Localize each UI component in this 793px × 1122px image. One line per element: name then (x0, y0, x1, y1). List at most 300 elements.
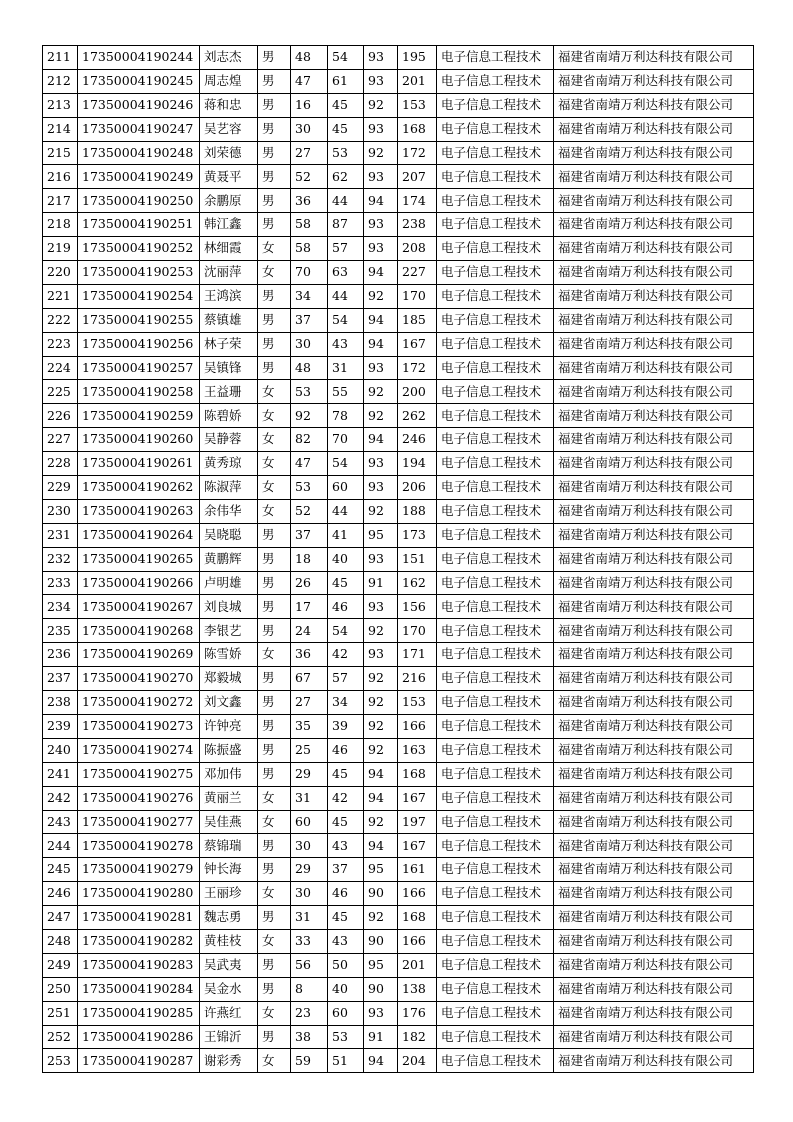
table-row (43, 213, 754, 237)
score-1-cell: 27 (291, 691, 328, 715)
score-1-cell: 38 (291, 1025, 328, 1049)
score-2-cell: 50 (328, 953, 364, 977)
student-id-cell: 17350004190281 (78, 906, 200, 930)
score-1-cell: 36 (291, 643, 328, 667)
score-2-cell: 57 (328, 237, 364, 261)
total-score-cell: 171 (398, 643, 437, 667)
score-table (42, 45, 754, 1073)
score-1-cell: 56 (291, 953, 328, 977)
table-row (43, 356, 754, 380)
score-3-cell: 92 (364, 380, 398, 404)
table-row (43, 1001, 754, 1025)
major-cell: 电子信息工程技术 (437, 332, 554, 356)
student-id-cell: 17350004190244 (78, 46, 200, 70)
score-1-cell: 58 (291, 213, 328, 237)
total-score-cell: 194 (398, 452, 437, 476)
score-3-cell: 90 (364, 882, 398, 906)
score-3-cell: 93 (364, 356, 398, 380)
name-cell: 沈丽萍 (200, 261, 258, 285)
company-cell: 福建省南靖万利达科技有限公司 (554, 356, 754, 380)
company-cell: 福建省南靖万利达科技有限公司 (554, 882, 754, 906)
row-number-cell: 236 (43, 643, 78, 667)
total-score-cell: 167 (398, 786, 437, 810)
score-2-cell: 55 (328, 380, 364, 404)
row-number-cell: 238 (43, 691, 78, 715)
table-row (43, 977, 754, 1001)
name-cell: 魏志勇 (200, 906, 258, 930)
score-1-cell: 48 (291, 46, 328, 70)
student-id-cell: 17350004190272 (78, 691, 200, 715)
total-score-cell: 188 (398, 499, 437, 523)
total-score-cell: 166 (398, 929, 437, 953)
major-cell: 电子信息工程技术 (437, 619, 554, 643)
score-1-cell: 31 (291, 786, 328, 810)
major-cell: 电子信息工程技术 (437, 213, 554, 237)
major-cell: 电子信息工程技术 (437, 977, 554, 1001)
name-cell: 林细霞 (200, 237, 258, 261)
company-cell: 福建省南靖万利达科技有限公司 (554, 332, 754, 356)
total-score-cell: 166 (398, 714, 437, 738)
name-cell: 吴金水 (200, 977, 258, 1001)
total-score-cell: 173 (398, 523, 437, 547)
score-3-cell: 90 (364, 977, 398, 1001)
score-3-cell: 93 (364, 643, 398, 667)
company-cell: 福建省南靖万利达科技有限公司 (554, 643, 754, 667)
row-number-cell: 237 (43, 667, 78, 691)
total-score-cell: 246 (398, 428, 437, 452)
gender-cell: 男 (258, 69, 291, 93)
name-cell: 刘荣德 (200, 141, 258, 165)
student-id-cell: 17350004190262 (78, 476, 200, 500)
total-score-cell: 201 (398, 69, 437, 93)
major-cell: 电子信息工程技术 (437, 1001, 554, 1025)
score-2-cell: 60 (328, 476, 364, 500)
row-number-cell: 233 (43, 571, 78, 595)
company-cell: 福建省南靖万利达科技有限公司 (554, 452, 754, 476)
company-cell: 福建省南靖万利达科技有限公司 (554, 213, 754, 237)
score-3-cell: 94 (364, 762, 398, 786)
name-cell: 黄丽兰 (200, 786, 258, 810)
major-cell: 电子信息工程技术 (437, 46, 554, 70)
row-number-cell: 252 (43, 1025, 78, 1049)
gender-cell: 男 (258, 571, 291, 595)
gender-cell: 男 (258, 332, 291, 356)
row-number-cell: 251 (43, 1001, 78, 1025)
table-row (43, 619, 754, 643)
score-2-cell: 45 (328, 810, 364, 834)
gender-cell: 男 (258, 308, 291, 332)
score-3-cell: 93 (364, 69, 398, 93)
company-cell: 福建省南靖万利达科技有限公司 (554, 476, 754, 500)
total-score-cell: 206 (398, 476, 437, 500)
name-cell: 吴武夷 (200, 953, 258, 977)
row-number-cell: 228 (43, 452, 78, 476)
major-cell: 电子信息工程技术 (437, 1025, 554, 1049)
student-id-cell: 17350004190250 (78, 189, 200, 213)
score-2-cell: 40 (328, 547, 364, 571)
student-id-cell: 17350004190267 (78, 595, 200, 619)
score-2-cell: 45 (328, 906, 364, 930)
score-2-cell: 45 (328, 117, 364, 141)
table-row (43, 523, 754, 547)
row-number-cell: 223 (43, 332, 78, 356)
total-score-cell: 172 (398, 141, 437, 165)
company-cell: 福建省南靖万利达科技有限公司 (554, 523, 754, 547)
score-1-cell: 27 (291, 141, 328, 165)
student-id-cell: 17350004190247 (78, 117, 200, 141)
major-cell: 电子信息工程技术 (437, 762, 554, 786)
total-score-cell: 168 (398, 117, 437, 141)
score-3-cell: 93 (364, 547, 398, 571)
score-2-cell: 78 (328, 404, 364, 428)
company-cell: 福建省南靖万利达科技有限公司 (554, 714, 754, 738)
major-cell: 电子信息工程技术 (437, 93, 554, 117)
gender-cell: 男 (258, 141, 291, 165)
company-cell: 福建省南靖万利达科技有限公司 (554, 237, 754, 261)
row-number-cell: 222 (43, 308, 78, 332)
score-2-cell: 57 (328, 667, 364, 691)
table-row (43, 261, 754, 285)
total-score-cell: 156 (398, 595, 437, 619)
score-1-cell: 48 (291, 356, 328, 380)
score-2-cell: 46 (328, 595, 364, 619)
score-3-cell: 95 (364, 858, 398, 882)
student-id-cell: 17350004190287 (78, 1049, 200, 1073)
company-cell: 福建省南靖万利达科技有限公司 (554, 1049, 754, 1073)
name-cell: 黄秀琼 (200, 452, 258, 476)
major-cell: 电子信息工程技术 (437, 738, 554, 762)
gender-cell: 女 (258, 1049, 291, 1073)
table-row (43, 547, 754, 571)
row-number-cell: 230 (43, 499, 78, 523)
score-3-cell: 94 (364, 261, 398, 285)
score-3-cell: 92 (364, 619, 398, 643)
name-cell: 黄鹏辉 (200, 547, 258, 571)
company-cell: 福建省南靖万利达科技有限公司 (554, 667, 754, 691)
total-score-cell: 162 (398, 571, 437, 595)
gender-cell: 男 (258, 619, 291, 643)
gender-cell: 女 (258, 1001, 291, 1025)
company-cell: 福建省南靖万利达科技有限公司 (554, 619, 754, 643)
row-number-cell: 219 (43, 237, 78, 261)
major-cell: 电子信息工程技术 (437, 189, 554, 213)
major-cell: 电子信息工程技术 (437, 523, 554, 547)
table-row (43, 284, 754, 308)
gender-cell: 男 (258, 117, 291, 141)
table-row (43, 738, 754, 762)
name-cell: 黄桂枝 (200, 929, 258, 953)
student-id-cell: 17350004190275 (78, 762, 200, 786)
company-cell: 福建省南靖万利达科技有限公司 (554, 308, 754, 332)
score-1-cell: 58 (291, 237, 328, 261)
table-row (43, 189, 754, 213)
major-cell: 电子信息工程技术 (437, 356, 554, 380)
name-cell: 韩江鑫 (200, 213, 258, 237)
company-cell: 福建省南靖万利达科技有限公司 (554, 810, 754, 834)
score-3-cell: 92 (364, 906, 398, 930)
total-score-cell: 168 (398, 906, 437, 930)
company-cell: 福建省南靖万利达科技有限公司 (554, 834, 754, 858)
name-cell: 许燕红 (200, 1001, 258, 1025)
gender-cell: 男 (258, 93, 291, 117)
gender-cell: 女 (258, 786, 291, 810)
company-cell: 福建省南靖万利达科技有限公司 (554, 499, 754, 523)
score-2-cell: 54 (328, 308, 364, 332)
student-id-cell: 17350004190266 (78, 571, 200, 595)
score-2-cell: 54 (328, 619, 364, 643)
name-cell: 吴镇锋 (200, 356, 258, 380)
table-row (43, 882, 754, 906)
row-number-cell: 216 (43, 165, 78, 189)
row-number-cell: 244 (43, 834, 78, 858)
row-number-cell: 218 (43, 213, 78, 237)
score-2-cell: 46 (328, 882, 364, 906)
score-3-cell: 93 (364, 117, 398, 141)
total-score-cell: 170 (398, 284, 437, 308)
name-cell: 刘文鑫 (200, 691, 258, 715)
name-cell: 蒋和忠 (200, 93, 258, 117)
name-cell: 余鹏原 (200, 189, 258, 213)
score-1-cell: 30 (291, 332, 328, 356)
row-number-cell: 229 (43, 476, 78, 500)
company-cell: 福建省南靖万利达科技有限公司 (554, 428, 754, 452)
score-1-cell: 30 (291, 117, 328, 141)
score-3-cell: 93 (364, 165, 398, 189)
name-cell: 钟长海 (200, 858, 258, 882)
score-2-cell: 43 (328, 929, 364, 953)
row-number-cell: 241 (43, 762, 78, 786)
student-id-cell: 17350004190283 (78, 953, 200, 977)
gender-cell: 男 (258, 738, 291, 762)
company-cell: 福建省南靖万利达科技有限公司 (554, 1025, 754, 1049)
row-number-cell: 239 (43, 714, 78, 738)
major-cell: 电子信息工程技术 (437, 810, 554, 834)
score-1-cell: 37 (291, 308, 328, 332)
gender-cell: 女 (258, 237, 291, 261)
score-1-cell: 52 (291, 499, 328, 523)
score-2-cell: 31 (328, 356, 364, 380)
row-number-cell: 248 (43, 929, 78, 953)
student-id-cell: 17350004190259 (78, 404, 200, 428)
score-1-cell: 47 (291, 452, 328, 476)
score-3-cell: 91 (364, 571, 398, 595)
gender-cell: 男 (258, 356, 291, 380)
score-2-cell: 42 (328, 786, 364, 810)
major-cell: 电子信息工程技术 (437, 571, 554, 595)
score-2-cell: 54 (328, 452, 364, 476)
total-score-cell: 227 (398, 261, 437, 285)
score-3-cell: 90 (364, 929, 398, 953)
gender-cell: 女 (258, 643, 291, 667)
major-cell: 电子信息工程技术 (437, 595, 554, 619)
student-id-cell: 17350004190277 (78, 810, 200, 834)
total-score-cell: 200 (398, 380, 437, 404)
major-cell: 电子信息工程技术 (437, 714, 554, 738)
score-3-cell: 93 (364, 237, 398, 261)
total-score-cell: 176 (398, 1001, 437, 1025)
score-1-cell: 24 (291, 619, 328, 643)
score-2-cell: 60 (328, 1001, 364, 1025)
major-cell: 电子信息工程技术 (437, 882, 554, 906)
name-cell: 陈振盛 (200, 738, 258, 762)
score-1-cell: 67 (291, 667, 328, 691)
major-cell: 电子信息工程技术 (437, 786, 554, 810)
row-number-cell: 212 (43, 69, 78, 93)
total-score-cell: 197 (398, 810, 437, 834)
score-3-cell: 93 (364, 452, 398, 476)
student-id-cell: 17350004190284 (78, 977, 200, 1001)
table-row (43, 165, 754, 189)
row-number-cell: 214 (43, 117, 78, 141)
row-number-cell: 253 (43, 1049, 78, 1073)
student-id-cell: 17350004190254 (78, 284, 200, 308)
score-2-cell: 34 (328, 691, 364, 715)
table-row (43, 380, 754, 404)
gender-cell: 女 (258, 452, 291, 476)
row-number-cell: 242 (43, 786, 78, 810)
total-score-cell: 161 (398, 858, 437, 882)
score-1-cell: 31 (291, 906, 328, 930)
score-1-cell: 16 (291, 93, 328, 117)
student-id-cell: 17350004190279 (78, 858, 200, 882)
table-row (43, 332, 754, 356)
row-number-cell: 217 (43, 189, 78, 213)
company-cell: 福建省南靖万利达科技有限公司 (554, 141, 754, 165)
row-number-cell: 234 (43, 595, 78, 619)
score-3-cell: 94 (364, 189, 398, 213)
score-3-cell: 92 (364, 93, 398, 117)
major-cell: 电子信息工程技术 (437, 237, 554, 261)
company-cell: 福建省南靖万利达科技有限公司 (554, 165, 754, 189)
major-cell: 电子信息工程技术 (437, 380, 554, 404)
table-row (43, 953, 754, 977)
score-1-cell: 47 (291, 69, 328, 93)
table-row (43, 762, 754, 786)
score-2-cell: 39 (328, 714, 364, 738)
company-cell: 福建省南靖万利达科技有限公司 (554, 691, 754, 715)
total-score-cell: 153 (398, 691, 437, 715)
total-score-cell: 174 (398, 189, 437, 213)
row-number-cell: 243 (43, 810, 78, 834)
gender-cell: 男 (258, 906, 291, 930)
name-cell: 李银艺 (200, 619, 258, 643)
gender-cell: 女 (258, 882, 291, 906)
score-1-cell: 35 (291, 714, 328, 738)
gender-cell: 男 (258, 714, 291, 738)
total-score-cell: 172 (398, 356, 437, 380)
gender-cell: 女 (258, 404, 291, 428)
score-1-cell: 59 (291, 1049, 328, 1073)
total-score-cell: 201 (398, 953, 437, 977)
score-2-cell: 53 (328, 1025, 364, 1049)
name-cell: 周志煌 (200, 69, 258, 93)
score-3-cell: 94 (364, 332, 398, 356)
total-score-cell: 204 (398, 1049, 437, 1073)
total-score-cell: 167 (398, 834, 437, 858)
major-cell: 电子信息工程技术 (437, 284, 554, 308)
row-number-cell: 231 (43, 523, 78, 547)
score-3-cell: 92 (364, 141, 398, 165)
major-cell: 电子信息工程技术 (437, 691, 554, 715)
gender-cell: 男 (258, 834, 291, 858)
student-id-cell: 17350004190248 (78, 141, 200, 165)
name-cell: 谢彩秀 (200, 1049, 258, 1073)
gender-cell: 男 (258, 1025, 291, 1049)
score-1-cell: 17 (291, 595, 328, 619)
score-1-cell: 30 (291, 834, 328, 858)
score-1-cell: 60 (291, 810, 328, 834)
gender-cell: 男 (258, 691, 291, 715)
score-3-cell: 94 (364, 428, 398, 452)
name-cell: 吴艺容 (200, 117, 258, 141)
total-score-cell: 166 (398, 882, 437, 906)
score-1-cell: 53 (291, 476, 328, 500)
row-number-cell: 246 (43, 882, 78, 906)
gender-cell: 男 (258, 762, 291, 786)
student-id-cell: 17350004190268 (78, 619, 200, 643)
name-cell: 许钟亮 (200, 714, 258, 738)
name-cell: 蔡镇雄 (200, 308, 258, 332)
company-cell: 福建省南靖万利达科技有限公司 (554, 786, 754, 810)
score-2-cell: 46 (328, 738, 364, 762)
gender-cell: 男 (258, 667, 291, 691)
gender-cell: 男 (258, 523, 291, 547)
score-3-cell: 93 (364, 595, 398, 619)
score-3-cell: 92 (364, 499, 398, 523)
gender-cell: 女 (258, 476, 291, 500)
table-row (43, 1025, 754, 1049)
total-score-cell: 238 (398, 213, 437, 237)
student-id-cell: 17350004190255 (78, 308, 200, 332)
score-1-cell: 53 (291, 380, 328, 404)
name-cell: 刘良城 (200, 595, 258, 619)
company-cell: 福建省南靖万利达科技有限公司 (554, 953, 754, 977)
gender-cell: 男 (258, 977, 291, 1001)
major-cell: 电子信息工程技术 (437, 261, 554, 285)
gender-cell: 男 (258, 284, 291, 308)
student-id-cell: 17350004190263 (78, 499, 200, 523)
company-cell: 福建省南靖万利达科技有限公司 (554, 929, 754, 953)
student-id-cell: 17350004190261 (78, 452, 200, 476)
student-id-cell: 17350004190256 (78, 332, 200, 356)
score-1-cell: 92 (291, 404, 328, 428)
gender-cell: 男 (258, 46, 291, 70)
company-cell: 福建省南靖万利达科技有限公司 (554, 93, 754, 117)
score-2-cell: 51 (328, 1049, 364, 1073)
gender-cell: 女 (258, 810, 291, 834)
student-id-cell: 17350004190251 (78, 213, 200, 237)
score-3-cell: 95 (364, 953, 398, 977)
total-score-cell: 207 (398, 165, 437, 189)
major-cell: 电子信息工程技术 (437, 643, 554, 667)
company-cell: 福建省南靖万利达科技有限公司 (554, 977, 754, 1001)
student-id-cell: 17350004190273 (78, 714, 200, 738)
row-number-cell: 221 (43, 284, 78, 308)
row-number-cell: 235 (43, 619, 78, 643)
major-cell: 电子信息工程技术 (437, 953, 554, 977)
student-id-cell: 17350004190274 (78, 738, 200, 762)
major-cell: 电子信息工程技术 (437, 141, 554, 165)
score-3-cell: 92 (364, 691, 398, 715)
total-score-cell: 168 (398, 762, 437, 786)
name-cell: 王锦沂 (200, 1025, 258, 1049)
table-row (43, 476, 754, 500)
table-row (43, 691, 754, 715)
score-3-cell: 94 (364, 1049, 398, 1073)
major-cell: 电子信息工程技术 (437, 452, 554, 476)
major-cell: 电子信息工程技术 (437, 906, 554, 930)
name-cell: 吴晓聪 (200, 523, 258, 547)
